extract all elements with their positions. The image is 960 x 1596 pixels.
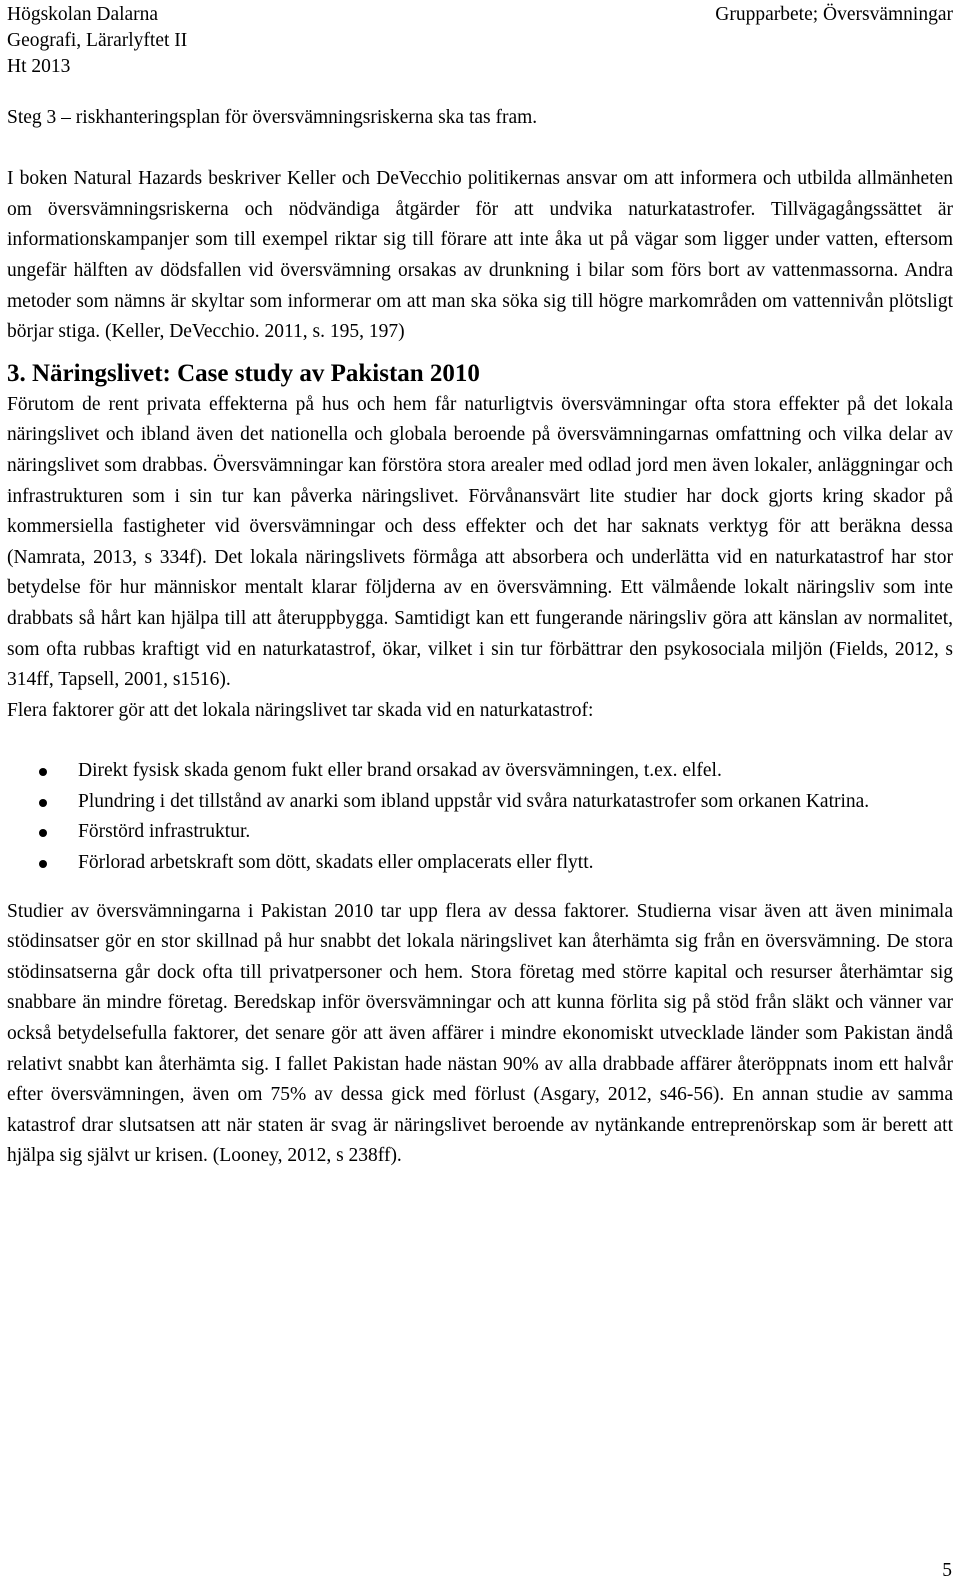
list-item-text: Förlorad arbetskraft som dött, skadats eller omplacerats eller flytt. (78, 852, 594, 874)
list-item (7, 787, 953, 818)
bullet-icon (39, 768, 47, 776)
section-heading: 3. Näringslivet: Case study av Pakistan 2010 (7, 359, 480, 387)
document-body (7, 103, 953, 1172)
section-paragraph: Förutom de rent privata effekterna på hus och hem får naturligtvis översvämningar ofta stora effekter på det lokala näringslivet och ibland även det nationella och globala beroende på översvämningarnas omfattning och vilka delar av näringslivet som drabbas. Översvämningar kan förstöra stora arealer med odlad jord men även lokaler, anläggningar och infrastrukturen som i sin tur kan påverka näringslivet. Förvånansvärt lite studier har dock gjorts kring skador på kommersiella fastigheter vid översvämningar och dess effekter och det har saknats verktyg för att beräkna dessa (Namrata, 2013, s 334f). Det lokala näringslivets förmåga att absorbera och underlätta vid en naturkatastrof har stor betydelse för hur människor mentalt klarar följderna av en översvämning. Ett välmående lokalt näringsliv som inte drabbats så hårt kan hjälpa till att återuppbygga. Samtidigt kan ett fungerande näringsliv göra att känslan av normalitet, som ofta rubbas kraftigt vid en naturkatastrof, ökar, vilket i sin tur förbättrar den psykosociala miljön (Fields, 2012, s 314ff, Tapsell, 2001, s1516). (7, 393, 953, 691)
header-left-block (7, 2, 187, 80)
factors-list (7, 756, 953, 878)
closing-paragraph: Studier av översvämningarna i Pakistan 2010 tar upp flera av dessa faktorer. Studierna visar även att även minimala stödinsatser gör en stor skillnad på hur snabbt det lokala näringslivet kan återhämta sig från en översvämning. De stora stödinsatserna går dock ofta till privatpersoner och hem. Stora företag med större kapital och resurser återhämtar sig snabbare än mindre företag. Beredskap inför översvämningar och att kunna förlita sig på stöd från släkt och vänner var också betydelsefulla faktorer, det senare gör att även affärer i mindre ekonomiskt utvecklade länder som Pakistan ändå relativt snabbt kan återhämta sig. I fallet Pakistan hade nästan 90% av alla drabbade affärer återöppnats inom ett halvår efter översvämningen, även om 75% av dessa gick med förlust (Asgary, 2012, s46-56). En annan studie av samma katastrof drar slutsatsen att när staten är svag är näringslivet beroende av nytänkande entreprenörskap som är berett att hjälpa sig självt ur krisen. (Looney, 2012, s 238ff). (7, 900, 953, 1167)
bullet-icon (39, 829, 47, 837)
header-project: Grupparbete; Översvämningar (715, 4, 953, 25)
bullet-icon (39, 860, 47, 868)
list-item-text: Direkt fysisk skada genom fukt eller brand orsakad av översvämningen, t.ex. elfel. (78, 760, 722, 782)
list-item (7, 817, 953, 848)
header-course: Geografi, Lärarlyftet II (7, 30, 188, 51)
factors-intro: Flera faktorer gör att det lokala näringslivet tar skada vid en naturkatastrof: (7, 699, 594, 721)
list-item-text: Plundring i det tillstånd av anarki som ibland uppstår vid svåra naturkatastrofer som orkanen Katrina. (78, 790, 870, 812)
list-item-text: Förstörd infrastruktur. (78, 821, 251, 843)
page-number: 5 (942, 1560, 952, 1581)
list-item (7, 756, 953, 787)
bullet-icon (39, 799, 47, 807)
list-item (7, 848, 953, 879)
step-title: Steg 3 – riskhanteringsplan för översvämningsriskerna ska tas fram. (7, 107, 538, 128)
header-term: Ht 2013 (7, 56, 71, 77)
header-institution: Högskolan Dalarna (7, 4, 159, 25)
intro-paragraph: I boken Natural Hazards beskriver Keller och DeVecchio politikernas ansvar om att informera och utbilda allmänheten om översvämningsriskerna och nödvändiga åtgärder för att undvika naturkatastrofer. Tillvägagångssättet är informationskampanjer som till exempel riktar sig till förare att inte åka ut på vägar som ligger under vatten, eftersom ungefär hälften av dödsfallen vid översvämning orsakas av drunkning i bilar som förs bort av vattenmassorna. Andra metoder som nämns är skyltar som informerar om att man ska söka sig till högre markområden om vattennivån plötsligt börjar stiga. (Keller, DeVecchio. 2011, s. 195, 197) (7, 168, 953, 343)
